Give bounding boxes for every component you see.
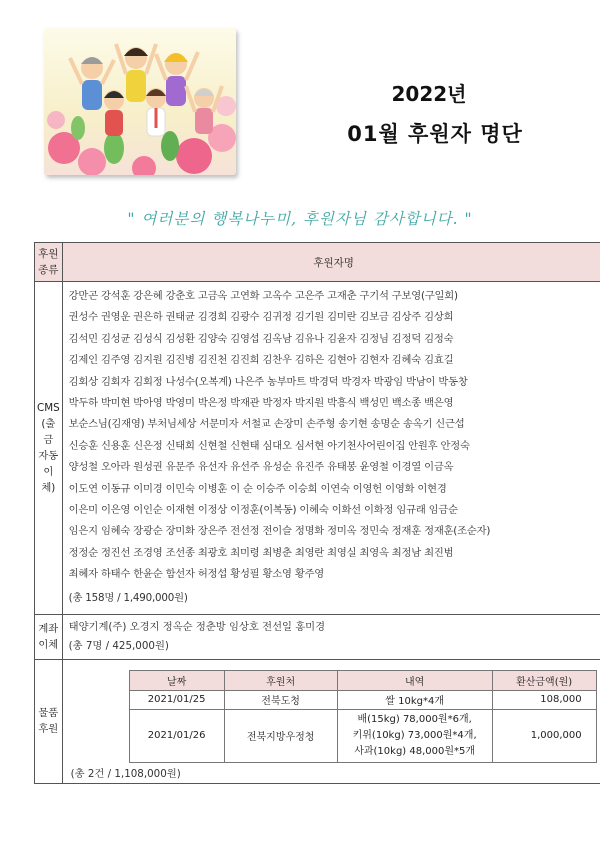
goods-table: [129, 670, 597, 763]
cms-name-row: 최혜자 하태수 한윤순 함선자 허정섭 황성필 황소영 황주영: [68, 568, 325, 581]
banner-illustration: [44, 28, 236, 175]
goods-item-line: 사과(10kg) 48,000원*5개: [354, 745, 476, 757]
col-amount: 환산금액(원): [492, 670, 596, 690]
cms-name-row: 이은미 이은영 이인순 이재현 이정상 이정훈(이복동) 이혜숙 이화선 이화정 임규래 임금순: [68, 503, 458, 516]
header-donation-type: 후원 종류: [35, 243, 63, 282]
cms-name-row: 임은지 임혜숙 장광순 장미화 장은주 전선정 전이슬 정명화 정미옥 정민숙 정재훈 정재훈(조순자): [68, 525, 491, 538]
cms-name-row: 박두하 박미현 박아영 박영미 박은정 박재관 박정자 박지원 박흥식 백성민 백소종 백은영: [68, 396, 454, 409]
account-names: 태양기계(주) 오경지 정옥순 정춘방 임상호 전선일 홍미경: [68, 620, 326, 633]
goods-date: 2021/01/26: [129, 709, 224, 762]
cms-name-row: 양성철 오아라 원성권 유문주 유선자 유선주 유성순 유진주 유태봉 윤영철 이경열 이금옥: [68, 461, 454, 474]
goods-items: [337, 709, 492, 762]
cms-name-row: 신승훈 신용훈 신은정 신태희 신현철 신현태 심대오 심서현 아기천사어린이집 안원후 안정숙: [68, 439, 470, 452]
goods-label: 물품 후원: [35, 659, 63, 783]
account-transfer-section: [35, 614, 600, 659]
account-total: (총 7명 / 425,000원): [68, 639, 169, 652]
table-row: [129, 690, 596, 709]
goods-amount: 108,000: [492, 690, 596, 709]
donor-table: [34, 242, 600, 784]
col-date: 날짜: [129, 670, 224, 690]
cms-label: CMS (출금 자동 이체): [35, 282, 63, 615]
goods-section: [35, 659, 600, 783]
report-year: 2022년: [391, 82, 467, 106]
cms-name-row: 이도연 이동규 이미경 이민숙 이병훈 이 순 이승주 이승희 이연숙 이영헌 이영화 이현경: [68, 482, 447, 495]
goods-item-line: 배(15kg) 78,000원*6개,: [357, 713, 472, 725]
cms-name-row: 김회상 김회자 김회정 나성수(오복계) 나은주 농부마트 박경덕 박경자 박광임 박남이 박동창: [68, 375, 468, 388]
cms-section: [35, 282, 600, 615]
goods-table-header: [129, 670, 596, 690]
goods-donor: 전북지방우정청: [224, 709, 337, 762]
goods-total: (총 2건 / 1,108,000원): [70, 767, 181, 780]
account-donor-list: [62, 614, 600, 659]
col-donor: 후원처: [224, 670, 337, 690]
cms-name-row: 보순스님(김재영) 부처님세상 서문미자 서철교 손장미 손주형 송기현 송명순 송옥기 신근섭: [68, 418, 465, 431]
account-label: 계좌 이체: [35, 614, 63, 659]
col-items: 내역: [337, 670, 492, 690]
goods-amount: 1,000,000: [492, 709, 596, 762]
thank-you-slogan: " 여러분의 행복나누미, 후원자님 감사합니다. ": [127, 210, 473, 228]
header-donor-names: 후원자명: [62, 243, 600, 282]
goods-date: 2021/01/25: [129, 690, 224, 709]
cms-total: (총 158명 / 1,490,000원): [68, 592, 188, 605]
goods-items: 쌀 10kg*4개: [337, 690, 492, 709]
cms-name-row: 김제인 김주영 김지원 김진병 김진천 김진희 김찬우 김하은 김현아 김현자 김혜숙 김효길: [68, 354, 454, 367]
cms-name-row: 강만곤 강석훈 강은혜 강춘호 고금옥 고연화 고옥수 고은주 고재춘 구기석 구보영(구일희): [68, 290, 458, 302]
table-row: [129, 709, 596, 762]
table-header-row: [35, 243, 600, 282]
cms-donor-list: [62, 282, 600, 615]
cms-name-row: 권성수 권영운 권은하 권태균 김경희 김광수 김귀정 김기원 김미란 김보금 김상주 김상희: [68, 311, 454, 324]
cms-name-row: 정정순 정진선 조경영 조선종 최광호 최미령 최병춘 최영란 최영실 최영옥 최정남 최진범: [68, 546, 454, 559]
goods-donor: 전북도청: [224, 690, 337, 709]
goods-item-line: 키위(10kg) 73,000원*4개,: [352, 729, 477, 741]
goods-donations: [62, 659, 600, 783]
report-title: 01월 후원자 명단: [347, 122, 523, 146]
cms-name-row: 김석민 김성균 김성식 김성환 김양숙 김영섭 김옥남 김유나 김윤자 김정님 김정덕 김정숙: [68, 332, 454, 345]
